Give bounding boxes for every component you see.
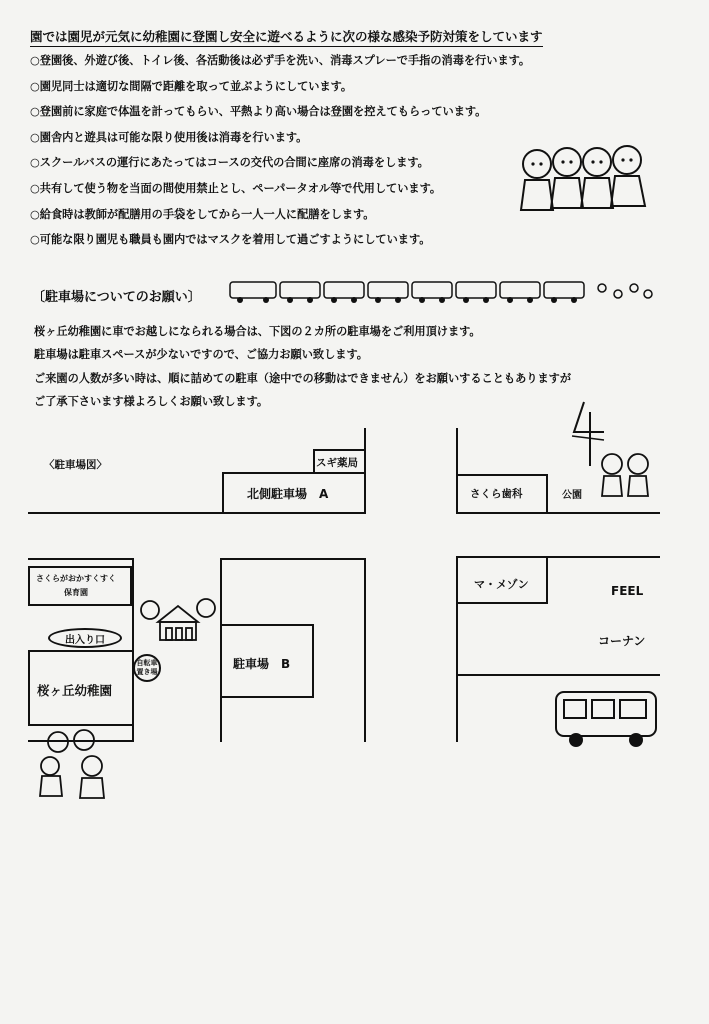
children-illustration <box>515 140 655 220</box>
parking-line: 桜ヶ丘幼稚園に車でお越しになられる場合は、下図の２カ所の駐車場をご利用頂けます。 <box>34 325 481 338</box>
measure-item: ○登園後、外遊び後、トイレ後、各活動後は必ず手を洗い、消毒スプレーで手指の消毒を行います。 <box>30 54 531 67</box>
parking-line: ご来園の人数が多い時は、順に詰めての駐車（途中での移動はできません）をお願いすることもありますが <box>34 371 572 385</box>
kindergarten-children-illustration <box>32 726 112 802</box>
parking-paragraph <box>34 324 571 418</box>
kindergarten-label: 桜ヶ丘幼稚園 <box>37 683 113 698</box>
bicycle-parking-marker <box>133 654 161 682</box>
parking-lot-b-label: 駐車場 B <box>233 657 291 671</box>
sakura-dental-label: さくら歯科 <box>470 488 523 500</box>
feel-store-label: FEEL <box>611 584 644 598</box>
map-label: 〈駐車場図〉 <box>44 459 107 471</box>
ma-maison-label: マ・メゾン <box>474 578 529 591</box>
measure-item: ○可能な限り園児も職員も園内ではマスクを着用して過ごすようにしています。 <box>30 233 431 247</box>
measure-item: ○園児同士は適切な間隔で距離を取って並ぶようにしています。 <box>30 79 353 93</box>
measure-item: ○スクールバスの運行にあたってはコースの交代の合間に座席の消毒をします。 <box>30 156 429 170</box>
parking-line: ご了承下さいます様よろしくお願い致します。 <box>34 395 269 409</box>
road-line <box>458 674 660 676</box>
road-line <box>220 558 366 560</box>
measure-item: ○園舎内と遊具は可能な限り使用後は消毒を行います。 <box>30 130 308 144</box>
measures-heading: 園では園児が元気に幼稚園に登園し安全に遊べるように次の様な感染予防対策をしています <box>30 27 543 47</box>
sugi-pharmacy-label: スギ薬局 <box>316 457 358 469</box>
park-label: 公園 <box>562 490 582 501</box>
road-line <box>364 558 366 742</box>
school-bus-illustration <box>552 684 662 750</box>
parking-section-title: 〔駐車場についてのお願い〕 <box>32 290 201 305</box>
measure-item: ○給食時は教師が配膳用の手袋をしてから一人一人に配膳をします。 <box>30 207 375 221</box>
nursery-school-box <box>28 566 132 606</box>
parking-line: 駐車場は駐車スペースが少ないですので、ご協力お願い致します。 <box>34 348 368 362</box>
bicycle-parking-label: 自転車 置き場 <box>136 659 158 676</box>
measures-list <box>30 52 530 257</box>
konan-store-label: コーナン <box>598 634 646 648</box>
school-building-illustration <box>138 598 218 644</box>
measure-item: ○登園前に家庭で体温を計ってもらい、平熱より高い場合は登園を控えてもらっています。 <box>30 105 487 119</box>
entrance-label: 出入り口 <box>48 628 122 648</box>
nursery-school-name-2: 保育園 <box>64 588 88 597</box>
measure-item: ○共有して使う物を当面の間使用禁止とし、ペーパータオル等で代用しています。 <box>30 181 442 195</box>
train-decoration <box>228 276 658 304</box>
nursery-school-name: さくらがおかすくすく <box>36 574 116 583</box>
parking-lot-a-label: 北側駐車場 A <box>247 487 329 501</box>
park-children-illustration <box>598 452 654 502</box>
road-line <box>28 558 134 560</box>
